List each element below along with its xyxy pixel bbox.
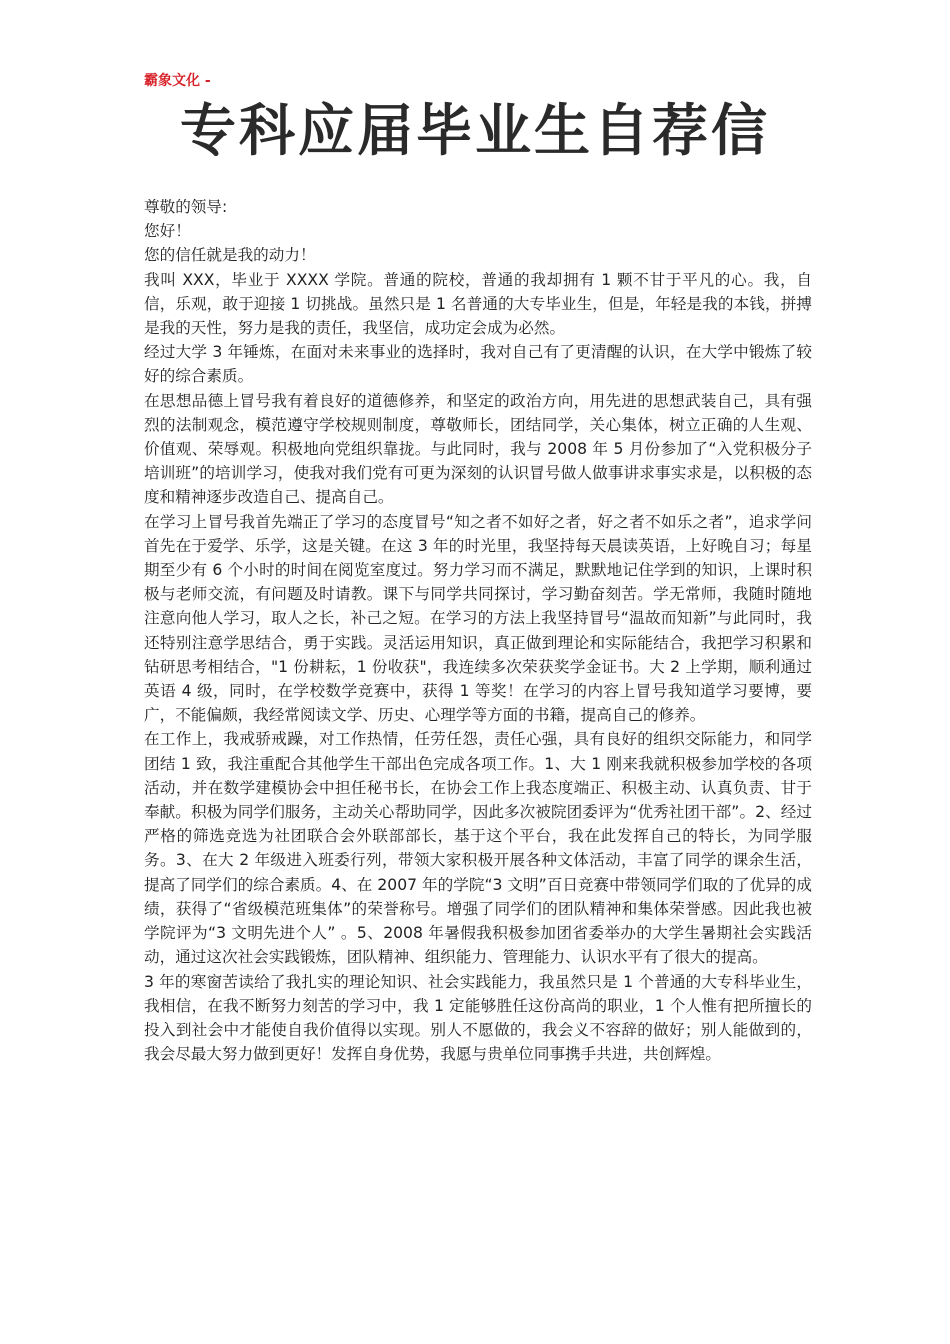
paragraph-closing: 3 年的寒窗苦读给了我扎实的理论知识、社会实践能力，我虽然只是 1 个普通的大专科毕业生，我相信，在我不断努力刻苦的学习中，我 1 定能够胜任这份高尚的职业，1 个人惟有把所擅长的投入到社会中才能使自我价值得以实现。别人不愿做的，我会义不容辞的做好；别人能做到的，我会尽最大努力做到更好！发挥自身优势，我愿与贵单位同事携手共进，共创辉煌。: [144, 972, 812, 1064]
motto-line: 您的信任就是我的动力！: [144, 246, 316, 265]
paragraph-introduction: 我叫 XXX，毕业于 XXXX 学院。普通的院校，普通的我却拥有 1 颗不甘于平凡的心。我，自信，乐观，敢于迎接 1 切挑战。虽然只是 1 名普通的大专毕业生，但是，年轻是我的本钱，拼搏是我的天性，努力是我的责任，我坚信，成功定会成为必然。: [144, 270, 812, 338]
salutation: 尊敬的领导:: [144, 198, 228, 216]
greeting: 您好！: [144, 222, 191, 241]
letter-body: [144, 195, 812, 1066]
paragraph-moral-character: 在思想品德上冒号我有着良好的道德修养，和坚定的政治方向，用先进的思想武装自己，具有强烈的法制观念，模范遵守学校规则制度，尊敬师长，团结同学，关心集体，树立正确的人生观、价值观、荣辱观。积极地向党组织靠拢。与此同时，我与 2008 年 5 月份参加了“入党积极分子培训班”的培训学习，使我对我们党有可更为深刻的认识冒号做人做事讲求事实求是，以积极的态度和精神逐步改造自己、提高自己。: [144, 391, 812, 507]
paragraph-study: 在学习上冒号我首先端正了学习的态度冒号“知之者不如好之者，好之者不如乐之者”，追求学问首先在于爱学、乐学，这是关键。在这 3 年的时光里，我坚持每天晨读英语，上好晚自习；每星期至少有 6 个小时的时间在阅览室度过。努力学习而不满足，默默地记住学到的知识，上课时积极与老师交流，有问题及时请教。课下与同学共同探讨，学习勤奋刻苦。学无常师，我随时随地注意向他人学习，取人之长，补己之短。在学习的方法上我坚持冒号“温故而知新”与此同时，我还特别注意学思结合，勇于实践。灵活运用知识，真正做到理论和实际能结合，我把学习积累和钻研思考相结合，"1 份耕耘，1 份收获"，我连续多次荣获奖学金证书。大 2 上学期，顺利通过英语 4 级，同时，在学校数学竞赛中，获得 1 等奖！在学习的内容上冒号我知道学习要博，要广，不能偏颇，我经常阅读文学、历史、心理学等方面的书籍，提高自己的修养。: [144, 512, 812, 725]
page-title: 专科应届毕业生自荐信: [180, 99, 770, 164]
paragraph-university-experience: 经过大学 3 年锤炼，在面对未来事业的选择时，我对自己有了更清醒的认识，在大学中锻炼了较好的综合素质。: [144, 343, 812, 386]
brand-label: 霸象文化 -: [144, 73, 211, 89]
paragraph-work: 在工作上，我戒骄戒躁，对工作热情，任劳任怨，责任心强，具有良好的组织交际能力，和同学团结 1 致，我注重配合其他学生干部出色完成各项工作。1、大 1 刚来我就积极参加学校的各项活动，并在数学建模协会中担任秘书长，在协会工作上我态度端正、积极主动、认真负责、甘于奉献。积极为同学们服务，主动关心帮助同学，因此多次被院团委评为“优秀社团干部”。2、经过严格的筛选竞选为社团联合会外联部部长，基于这个平台，我在此发挥自己的特长，为同学服务。3、在大 2 年级进入班委行列，带领大家积极开展各种文体活动，丰富了同学的课余生活，提高了同学们的综合素质。4、在 2007 年的学院“3 文明”百日竞赛中带领同学们取的了优异的成绩，获得了“省级模范班集体”的荣誉称号。增强了同学们的团队精神和集体荣誉感。因此我也被学院评为“3 文明先进个人” 。5、2008 年暑假我积极参加团省委举办的大学生暑期社会实践活动，通过这次社会实践锻炼，团队精神、组织能力、管理能力、认识水平有了很大的提高。: [144, 730, 812, 967]
